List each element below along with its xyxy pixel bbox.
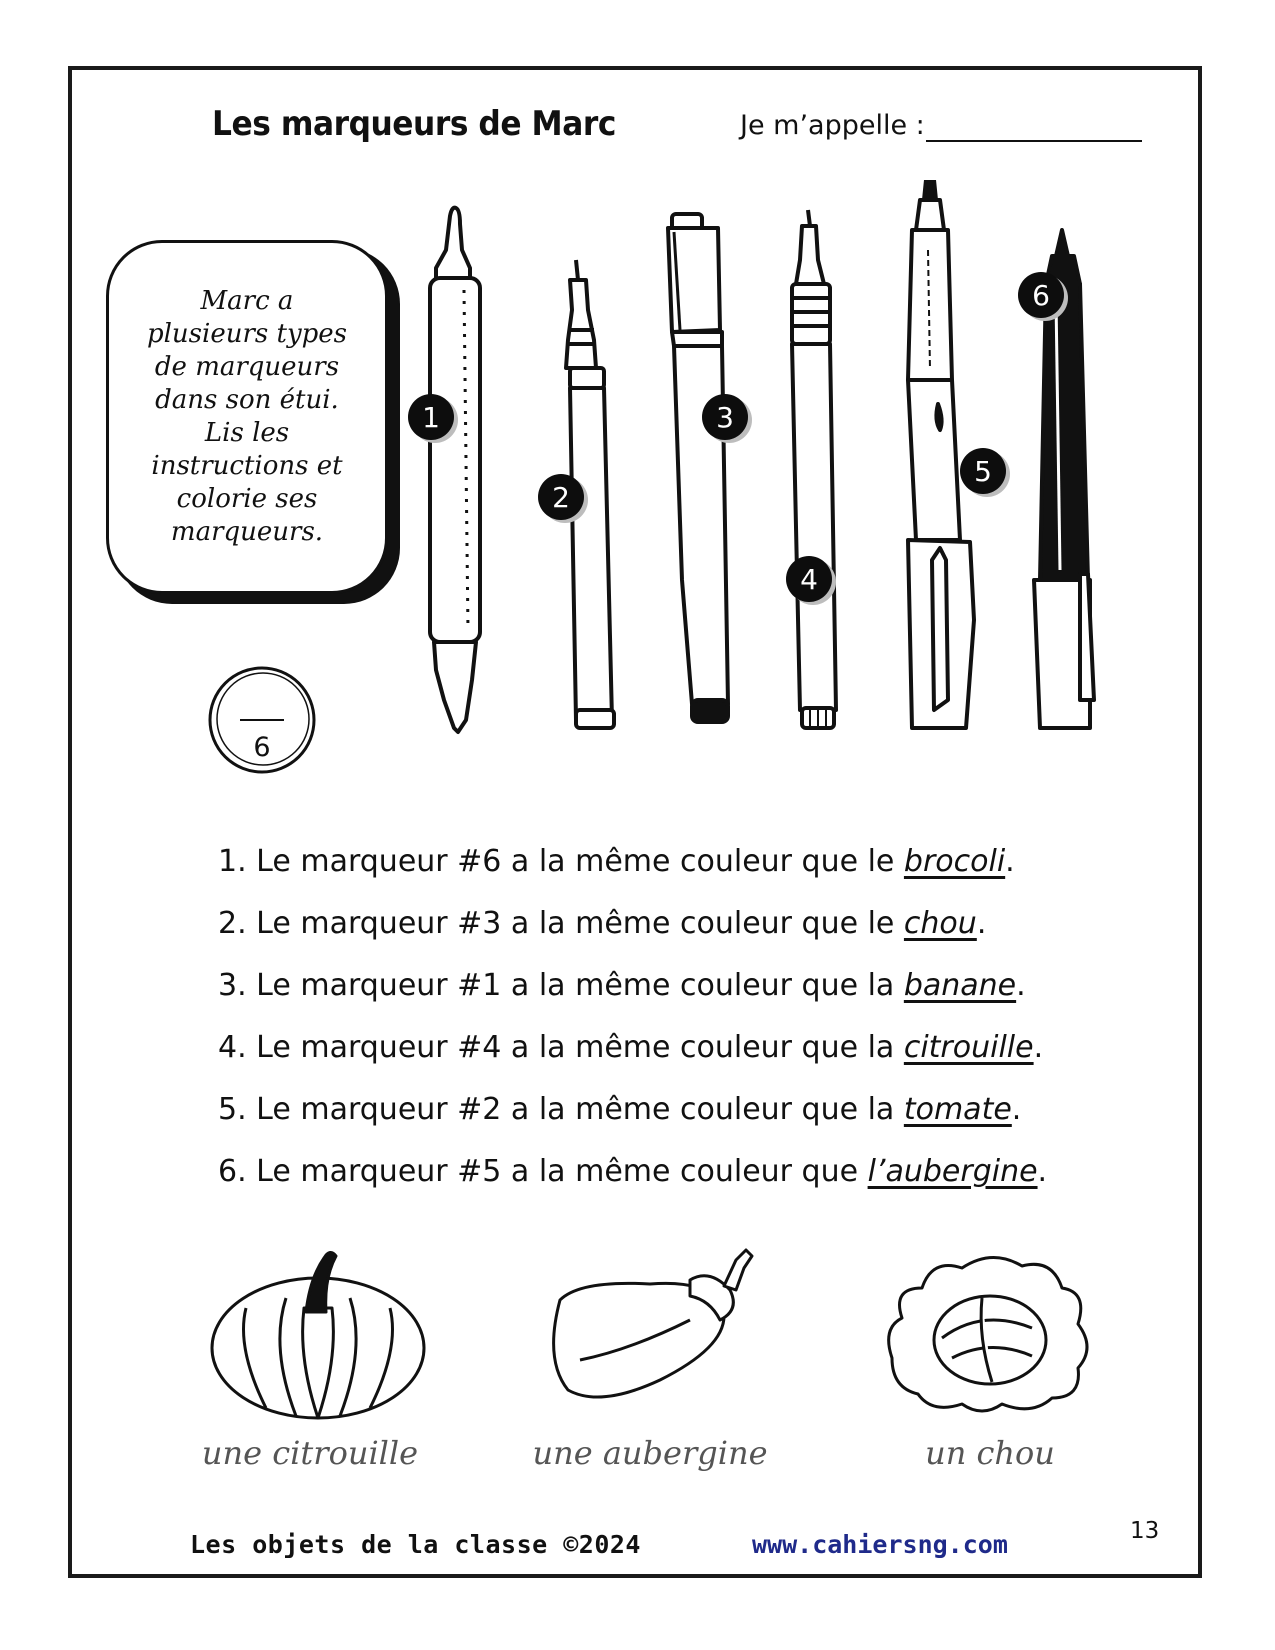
- sentence-answer: chou: [903, 906, 977, 941]
- eggplant-icon: [540, 1240, 764, 1410]
- wide-marker-icon: [430, 208, 480, 732]
- name-field-line[interactable]: [926, 140, 1142, 142]
- sentence-answer: banane: [903, 968, 1017, 1003]
- sentence-text: Le marqueur #1 a la même couleur que la: [256, 968, 904, 1003]
- vegetable-label-pumpkin: une citrouille: [201, 1434, 419, 1472]
- sentence-6: [218, 1148, 1118, 1210]
- sentence-end: .: [1011, 1092, 1022, 1127]
- instructions-text: Marc a plusieurs types de marqueurs dans son étui. Lis les instructions et colorie ses marqueurs.: [146, 286, 348, 547]
- pumpkin-icon: [206, 1238, 430, 1424]
- technical-pen-icon: [792, 210, 836, 728]
- sentence-text: Le marqueur #5 a la même couleur que: [256, 1154, 868, 1189]
- sentence-3: [218, 962, 1118, 1024]
- sentence-number: 6.: [218, 1154, 247, 1189]
- sentence-number: 3.: [218, 968, 247, 1003]
- markers-drawing: [400, 180, 1160, 780]
- marker-number-badge: 5: [960, 448, 1006, 494]
- instructions-box: [106, 240, 388, 594]
- fountain-pen-icon: [908, 180, 974, 728]
- sentence-answer: l’aubergine: [867, 1154, 1038, 1189]
- sentence-answer: tomate: [903, 1092, 1012, 1127]
- name-label: Je m’appelle :: [740, 110, 925, 141]
- footer-copyright: Les objets de la classe ©2024: [190, 1530, 641, 1559]
- footer-url-link[interactable]: www.cahiersng.com: [752, 1530, 1008, 1559]
- sentence-end: .: [976, 906, 987, 941]
- sentence-number: 4.: [218, 1030, 247, 1065]
- sentence-end: .: [1033, 1030, 1044, 1065]
- sentence-1: [218, 838, 1118, 900]
- sentence-number: 1.: [218, 844, 247, 879]
- markers-illustration: [400, 180, 1160, 780]
- instruction-sentences: [218, 838, 1118, 1210]
- sentence-answer: brocoli: [903, 844, 1006, 879]
- capped-pen-icon: [668, 214, 728, 722]
- sentence-text: Le marqueur #6 a la même couleur que le: [256, 844, 904, 879]
- score-denominator: 6: [253, 732, 271, 763]
- sentence-end: .: [1005, 844, 1015, 879]
- sentence-5: [218, 1086, 1118, 1148]
- vegetable-label-cabbage: un chou: [925, 1434, 1055, 1472]
- sentence-end: .: [1016, 968, 1026, 1003]
- sentence-text: Le marqueur #4 a la même couleur que la: [256, 1030, 904, 1065]
- marker-number-badge: 6: [1018, 272, 1064, 318]
- sentence-text: Le marqueur #3 a la même couleur que le: [256, 906, 904, 941]
- cabbage-icon: [882, 1248, 1098, 1418]
- sentence-number: 5.: [218, 1092, 247, 1127]
- vegetable-label-eggplant: une aubergine: [532, 1434, 768, 1472]
- sentence-answer: citrouille: [903, 1030, 1034, 1065]
- page-number: 13: [1130, 1518, 1160, 1544]
- sentence-2: [218, 900, 1118, 962]
- sentence-end: .: [1037, 1154, 1048, 1189]
- marker-number-badge: 3: [702, 394, 748, 440]
- sentence-text: Le marqueur #2 a la même couleur que la: [256, 1092, 904, 1127]
- marker-number-badge: 4: [786, 556, 832, 602]
- page-title: Les marqueurs de Marc: [212, 104, 616, 144]
- sentence-number: 2.: [218, 906, 247, 941]
- marker-number-badge: 1: [408, 394, 454, 440]
- sentence-4: [218, 1024, 1118, 1086]
- marker-number-badge: 2: [538, 474, 584, 520]
